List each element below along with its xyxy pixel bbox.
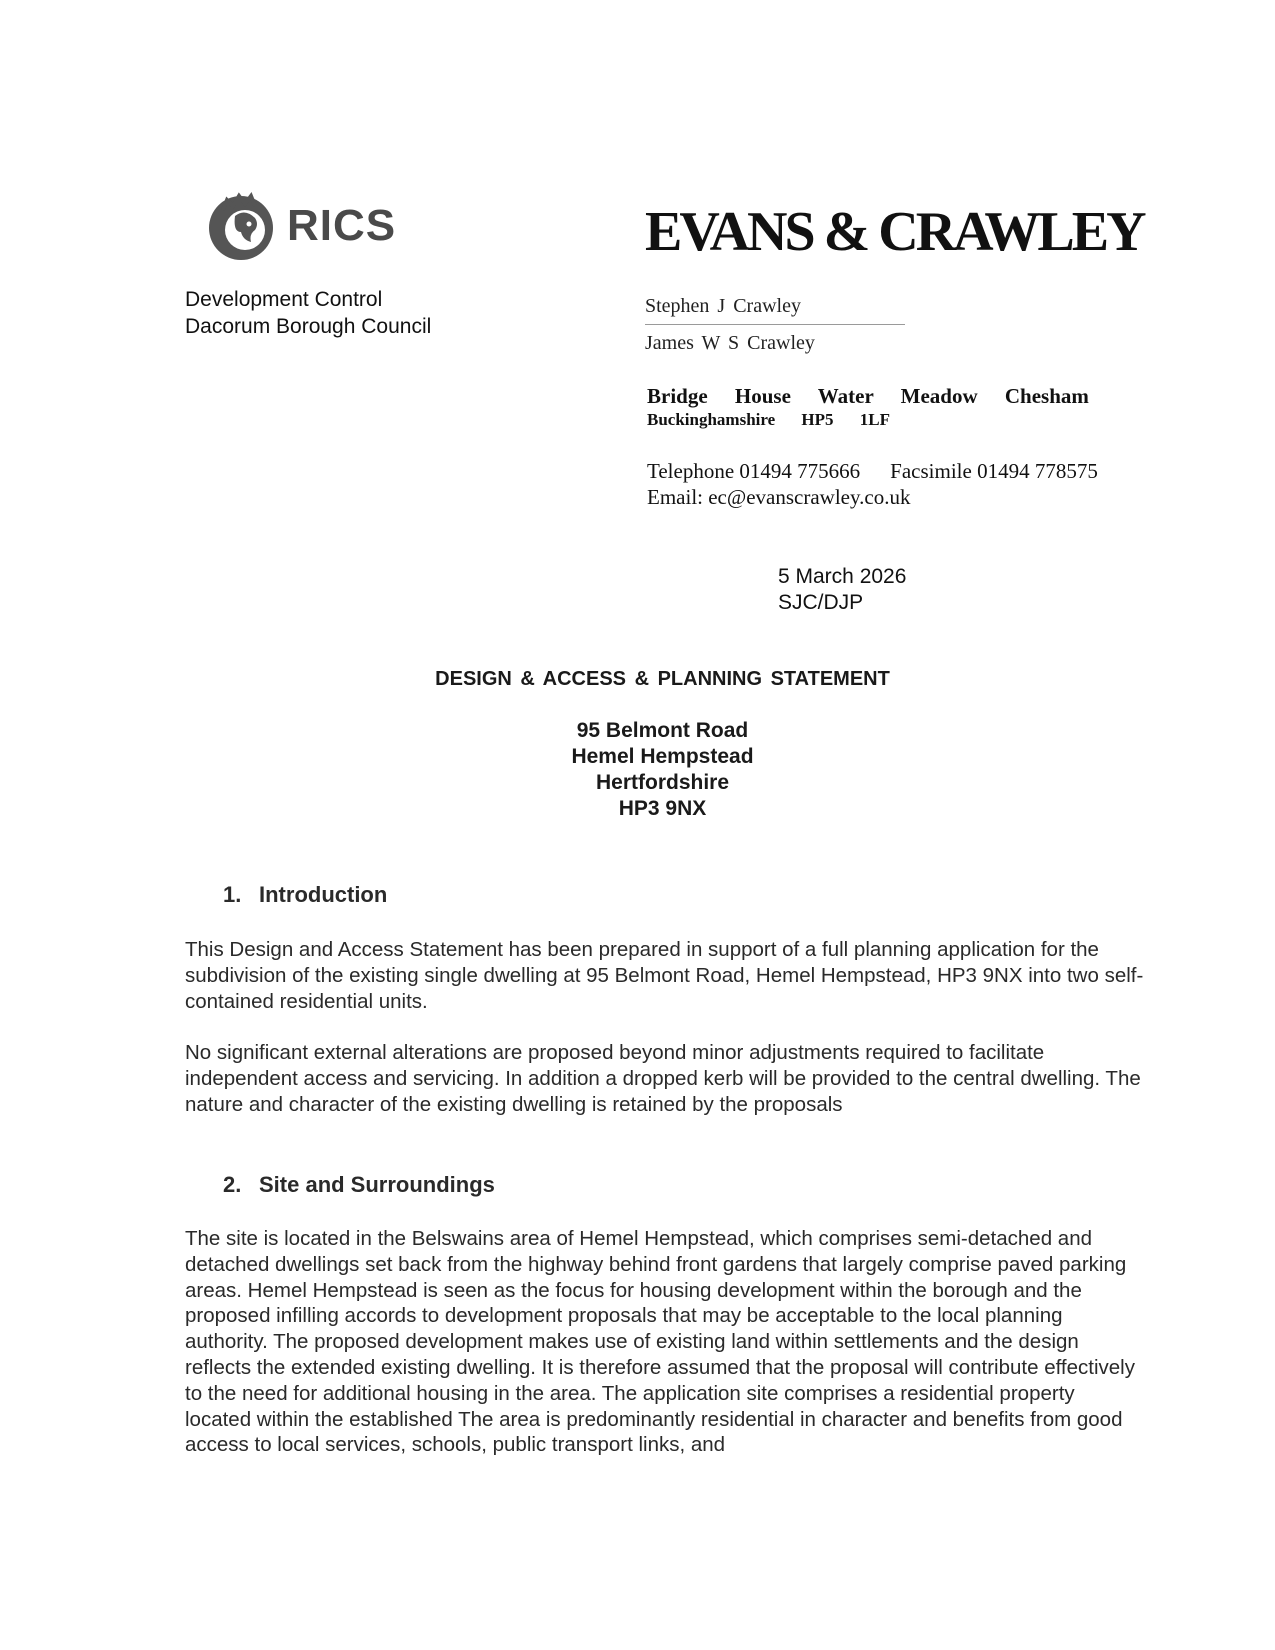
recipient-address bbox=[185, 286, 431, 340]
section-heading-introduction bbox=[223, 882, 387, 908]
section-number: 1. bbox=[223, 882, 242, 907]
site-address-line: Hemel Hempstead bbox=[571, 745, 754, 768]
firm-address bbox=[647, 384, 1089, 432]
email: Email: ec@evanscrawley.co.uk bbox=[647, 485, 911, 509]
facsimile: Facsimile 01494 778575 bbox=[890, 459, 1098, 483]
site-address-line: 95 Belmont Road bbox=[576, 719, 749, 742]
paragraph: No significant external alterations are proposed beyond minor adjustments required to facilitate independent access and servicing. In addition a dropped kerb will be provided to the central dwelling. The nature and character of the existing dwelling is retained by the proposals bbox=[185, 1041, 1141, 1116]
lion-icon bbox=[205, 190, 277, 262]
recipient-line-1: Development Control bbox=[185, 288, 383, 311]
date-reference bbox=[778, 564, 906, 616]
partner-name: James W S Crawley bbox=[645, 332, 815, 354]
firm-contact bbox=[647, 458, 1098, 510]
letter-date: 5 March 2026 bbox=[778, 565, 907, 588]
section-title: Site and Surroundings bbox=[259, 1172, 495, 1197]
site-address-line: Hertfordshire bbox=[595, 771, 730, 794]
rics-wordmark: RICS bbox=[287, 201, 397, 250]
rics-logo bbox=[205, 190, 396, 262]
paragraph: The site is located in the Belswains area of Hemel Hempstead, which comprises semi-detached and detached dwellings set back from the highway behind front gardens that largely comprise paved parking areas. Hemel Hempstead is seen as the focus for housing development within the borough and the proposed infilling accords to development proposals that may be acceptable to the local planning authority. The proposed development makes use of existing land within settlements and the design reflects the extended existing dwelling. It is therefore assumed that the proposal will contribute effectively to the need for additional housing in the area. The application site comprises a residential property located within the established The area is predominantly residential in character and benefits from good access to local services, schools, public transport links, and bbox=[185, 1227, 1135, 1457]
site-address bbox=[0, 718, 1275, 822]
telephone: Telephone 01494 775666 bbox=[647, 459, 861, 483]
site-address-line: HP3 9NX bbox=[618, 797, 707, 820]
recipient-line-2: Dacorum Borough Council bbox=[185, 315, 432, 338]
partners-list bbox=[645, 294, 905, 355]
letter-reference: SJC/DJP bbox=[778, 591, 864, 614]
paragraph: This Design and Access Statement has been prepared in support of a full planning application for the subdivision of the existing single dwelling at 95 Belmont Road, Hemel Hempstead, HP3 9NX into two self-contained residential units. bbox=[185, 938, 1144, 1013]
address-line-1: Bridge House Water Meadow Chesham bbox=[647, 384, 1089, 408]
section-heading-site-and-surroundings bbox=[223, 1172, 495, 1198]
section-number: 2. bbox=[223, 1172, 242, 1197]
address-line-2: Buckinghamshire HP5 1LF bbox=[647, 410, 890, 429]
partner-name: Stephen J Crawley bbox=[645, 294, 905, 325]
firm-name: EVANS & CRAWLEY bbox=[645, 201, 1144, 263]
section-title: Introduction bbox=[259, 882, 388, 907]
statement-title: DESIGN & ACCESS & PLANNING STATEMENT bbox=[435, 668, 890, 690]
